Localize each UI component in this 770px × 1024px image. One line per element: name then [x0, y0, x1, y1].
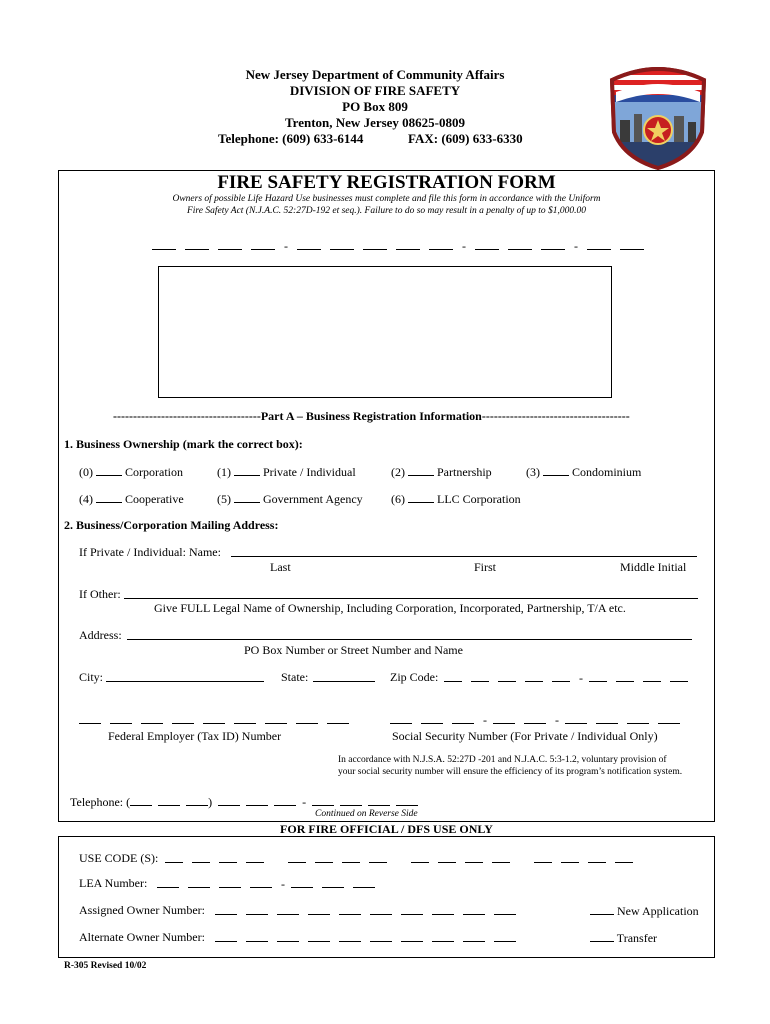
other-name-field[interactable]	[124, 587, 698, 599]
city-state-zip: Trenton, New Jersey 08625-0809	[284, 115, 466, 130]
address-label: Address:	[79, 628, 122, 642]
alternate-owner-field[interactable]	[215, 930, 525, 946]
ownership-option-corporation[interactable]: (0) Corporation	[79, 465, 183, 479]
continued-note: Continued on Reverse Side	[315, 809, 418, 819]
ownership-option-llc[interactable]: (6) LLC Corporation	[391, 492, 521, 506]
private-name-label: If Private / Individual: Name:	[79, 545, 221, 559]
telephone-label: Telephone: (	[70, 795, 131, 809]
name-first-caption: First	[474, 560, 497, 574]
alternate-owner-label: Alternate Owner Number:	[79, 930, 205, 944]
header-fax: FAX: (609) 633-6330	[408, 131, 523, 146]
ssn-note-line1: In accordance with N.J.S.A. 52:27D -201 and N.J.A.C. 5:3-1.2, voluntary provision of	[338, 755, 667, 765]
official-use-heading: FOR FIRE OFFICIAL / DFS USE ONLY	[280, 822, 493, 836]
ownership-option-partnership[interactable]: (2) Partnership	[391, 465, 492, 479]
other-name-label: If Other:	[79, 587, 121, 601]
name-middle-caption: Middle Initial	[620, 560, 687, 574]
zip-label: Zip Code:	[390, 670, 439, 684]
new-application-option[interactable]: New Application	[590, 903, 699, 919]
ownership-option-cooperative[interactable]: (4) Cooperative	[79, 492, 184, 506]
use-code-label: USE CODE (S):	[79, 851, 159, 865]
form-title: FIRE SAFETY REGISTRATION FORM	[217, 172, 556, 193]
state-field[interactable]	[313, 670, 375, 682]
registration-number-field[interactable]: - - -	[152, 238, 653, 254]
revision-note: R-305 Revised 10/02	[64, 961, 147, 971]
fire-safety-seal-logo	[606, 62, 710, 170]
fein-caption: Federal Employer (Tax ID) Number	[108, 729, 282, 743]
telephone-field[interactable]: Telephone: ( ) -	[70, 794, 418, 810]
ssn-field[interactable]: - -	[390, 712, 689, 728]
division-name: DIVISION OF FIRE SAFETY	[289, 83, 461, 98]
address-heading: 2. Business/Corporation Mailing Address:	[64, 518, 279, 532]
name-last-caption: Last	[270, 560, 291, 574]
ownership-option-government[interactable]: (5) Government Agency	[217, 492, 363, 506]
ssn-note-line2: your social security number will ensure the efficiency of its program’s notification system.	[338, 767, 683, 777]
lea-number-field[interactable]: -	[157, 876, 384, 892]
other-name-caption: Give FULL Legal Name of Ownership, Including Corporation, Incorporated, Partnership, T/A etc.	[154, 601, 626, 615]
po-box: PO Box 809	[342, 99, 408, 114]
state-label: State:	[281, 670, 309, 684]
ownership-option-private[interactable]: (1) Private / Individual	[217, 465, 356, 479]
city-label: City:	[79, 670, 104, 684]
fein-field[interactable]	[79, 712, 358, 728]
city-field[interactable]	[106, 670, 264, 682]
ownership-heading: 1. Business Ownership (mark the correct box):	[64, 437, 303, 451]
mailing-label-box[interactable]	[158, 266, 612, 398]
agency-name: New Jersey Department of Community Affairs	[245, 67, 505, 82]
ownership-option-condominium[interactable]: (3) Condominium	[526, 465, 642, 479]
zip-field[interactable]: -	[444, 670, 697, 686]
address-caption: PO Box Number or Street Number and Name	[244, 643, 463, 657]
header-telephone: Telephone: (609) 633-6144	[218, 131, 364, 146]
lea-number-label: LEA Number:	[79, 876, 148, 890]
ssn-caption: Social Security Number (For Private / Individual Only)	[392, 729, 658, 743]
form-subtitle-line1: Owners of possible Life Hazard Use businesses must complete and file this form in accordance with the Uniform	[172, 194, 601, 204]
address-field[interactable]	[127, 628, 692, 640]
assigned-owner-field[interactable]	[215, 903, 525, 919]
part-a-heading: -------------------------------------Part A – Business Registration Information-------------------------------------	[113, 409, 630, 423]
transfer-option[interactable]: Transfer	[590, 930, 657, 946]
assigned-owner-label: Assigned Owner Number:	[79, 903, 205, 917]
use-code-field[interactable]	[165, 851, 642, 867]
private-name-field[interactable]	[231, 545, 697, 557]
form-subtitle-line2: Fire Safety Act (N.J.A.C. 52:27D-192 et seq.). Failure to do so may result in a penalty of up to $1,000.00	[186, 206, 587, 216]
